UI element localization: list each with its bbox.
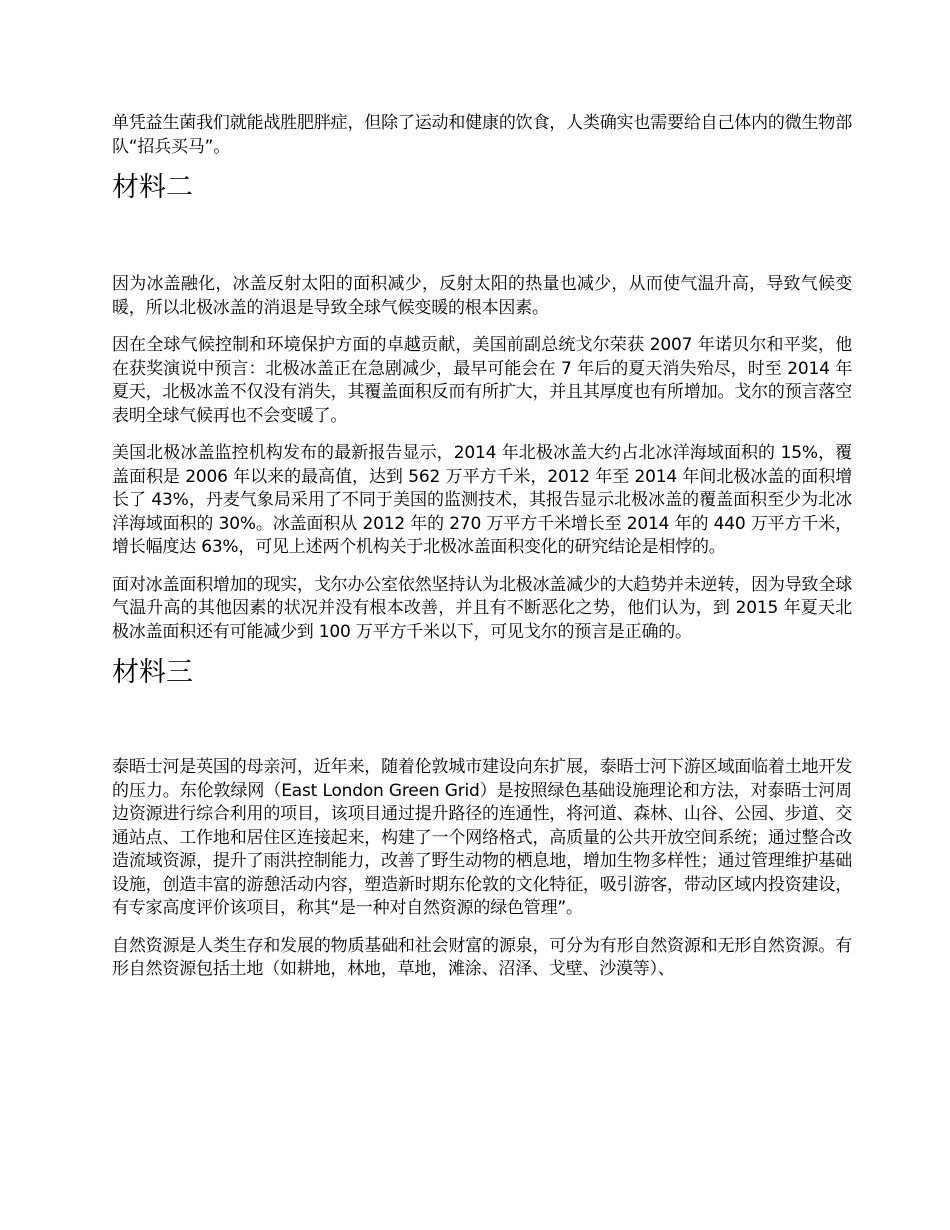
section-3-title: 材料三 [112, 657, 193, 688]
intro-paragraph: 单凭益生菌我们就能战胜肥胖症，但除了运动和健康的饮食，人类确实也需要给自己体内的微生物部队“招兵买马”。 [112, 113, 852, 157]
section-2-paragraph-2: 因在全球气候控制和环境保护方面的卓越贡献，美国前副总统戈尔荣获 2007 年诺贝尔和平奖，他在获奖演说中预言：北极冰盖正在急剧减少，最早可能会在 7 年后的夏天消失殆尽，时至 2014 年夏天，北极冰盖不仅没有消失，其覆盖面积反而有所扩大，并且其厚度也有所增加。戈尔的预言落空表明全球气候再也不会变暖了。 [112, 335, 852, 426]
section-2-paragraph-1: 因为冰盖融化，冰盖反射太阳的面积减少，反射太阳的热量也减少，从而使气温升高，导致气候变暖，所以北极冰盖的消退是导致全球气候变暖的根本因素。 [112, 274, 852, 318]
section-3-paragraph-1: 泰晤士河是英国的母亲河，近年来，随着伦敦城市建设向东扩展，泰晤士河下游区域面临着土地开发的压力。东伦敦绿网（East London Green Grid）是按照绿色基础设施理论和方法，对泰晤士河周边资源进行综合利用的项目，该项目通过提升路径的连通性，将河道、森林、山谷、公园、步道、交通站点、工作地和居住区连接起来，构建了一个网络格式，高质量的公共开放空间系统；通过整合改造流域资源，提升了雨洪控制能力，改善了野生动物的栖息地，增加生物多样性；通过管理维护基础设施，创造丰富的游憩活动内容，塑造新时期东伦敦的文化特征，吸引游客，带动区域内投资建设，有专家高度评价该项目，称其“是一种对自然资源的绿色管理”。 [112, 757, 852, 918]
section-2-paragraph-4: 面对冰盖面积增加的现实，戈尔办公室依然坚持认为北极冰盖减少的大趋势并未逆转，因为导致全球气温升高的其他因素的状况并没有根本改善，并且有不断恶化之势，他们认为，到 2015 年夏天北极冰盖面积还有可能减少到 100 万平方千米以下，可见戈尔的预言是正确的。 [112, 574, 852, 642]
section-2-paragraph-3: 美国北极冰盖监控机构发布的最新报告显示，2014 年北极冰盖大约占北冰洋海域面积的 15%，覆盖面积是 2006 年以来的最高值，达到 562 万平方千米，2012 年至 2014 年间北极冰盖的面积增长了 43%，丹麦气象局采用了不同于美国的监测技术，其报告显示北极冰盖的覆盖面积至少为北冰洋海域面积的 30%。冰盖面积从 2012 年的 270 万平方千米增长至 2014 年的 440 万平方千米，增长幅度达 63%，可见上述两个机构关于北极冰盖面积变化的研究结论是相悖的。 [112, 443, 852, 557]
section-3-paragraph-2: 自然资源是人类生存和发展的物质基础和社会财富的源泉，可分为有形自然资源和无形自然资源。有形自然资源包括土地（如耕地，林地，草地，滩涂、沼泽、戈壁、沙漠等）、 [112, 935, 852, 979]
section-2-title: 材料二 [112, 172, 193, 203]
document-page [112, 112, 852, 996]
